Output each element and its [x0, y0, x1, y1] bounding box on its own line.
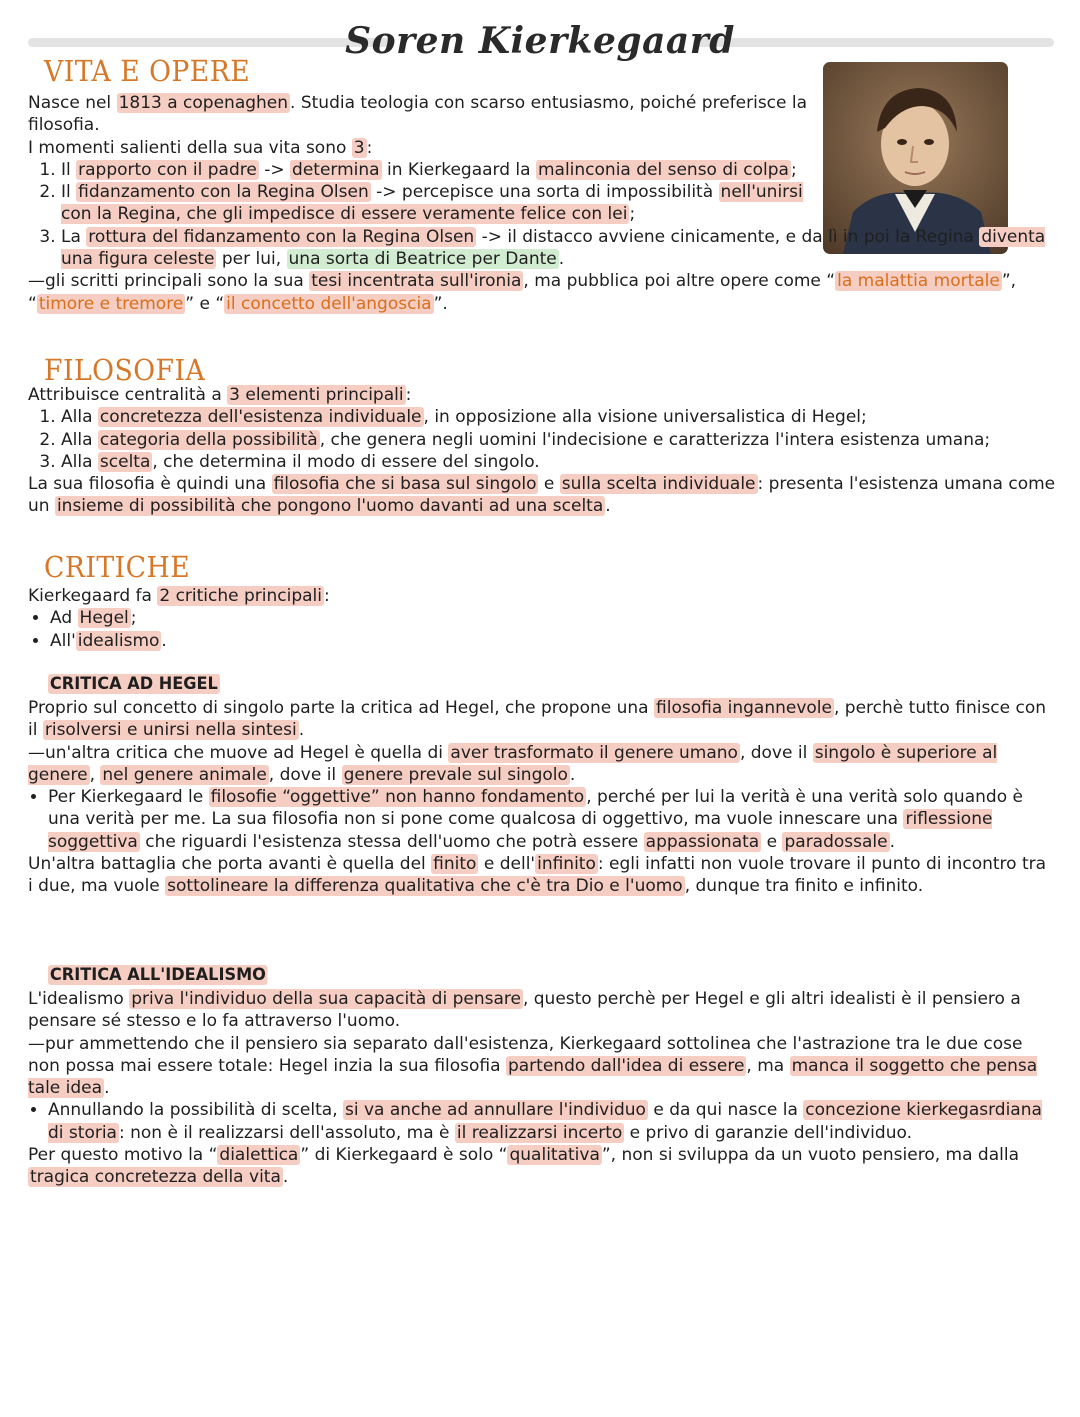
section-title-critiche: CRITICHE: [44, 550, 191, 584]
text: ;: [130, 608, 137, 629]
hegel-paragraph-3: [28, 853, 1056, 898]
text: ”.: [433, 293, 448, 314]
text: -> percepisce una sorta di impossibilità: [370, 182, 719, 203]
text: All': [50, 630, 76, 651]
text: , dove il: [739, 742, 813, 763]
section-title-vita: VITA E OPERE: [44, 54, 251, 88]
text: :: [366, 137, 373, 158]
list-item: [61, 226, 1056, 271]
text: La: [61, 226, 87, 247]
text: .: [282, 1167, 289, 1188]
highlight-orange: la malattia mortale: [837, 271, 1000, 292]
highlight: determina: [292, 159, 380, 180]
text: Annullando la possibilità di scelta,: [48, 1100, 344, 1121]
highlight: concezione kierkegasrdiana di storia: [48, 1100, 1042, 1143]
text: : presenta l'esistenza umana come un: [28, 474, 1056, 517]
highlight: manca il soggetto che pensa tale idea: [28, 1055, 1038, 1099]
text: , questo perchè per Hegel e gli altri idealisti è il pensiero a pensare sé stesso e lo fa attraverso l'uomo.: [28, 989, 1021, 1032]
vita-paragraph-1: [28, 92, 818, 137]
text: ”, “: [28, 271, 1017, 314]
text: L'idealismo: [28, 989, 130, 1009]
filosofia-block: [28, 384, 1056, 518]
text: Kierkegaard fa: [28, 586, 158, 606]
critiche-block: [28, 585, 1056, 652]
highlight: riflessione soggettiva: [48, 809, 993, 852]
text: , dunque tra finito e infinito.: [684, 876, 924, 897]
highlight: filosofia che si basa sul singolo: [273, 474, 537, 495]
highlight: finito: [433, 854, 477, 875]
highlight: si va anche ad annullare l'individuo: [345, 1100, 646, 1121]
highlight: dialettica: [219, 1145, 299, 1166]
text: La sua filosofia è quindi una: [28, 474, 272, 495]
highlight-green: una sorta di Beatrice per Dante: [288, 249, 557, 270]
highlight: priva l'individuo della sua capacità di pensare: [131, 989, 521, 1009]
highlight: tragica concretezza della vita: [30, 1167, 281, 1188]
hegel-paragraph-1: [28, 697, 1056, 742]
text: .: [569, 764, 576, 785]
text: Per questo motivo la “: [28, 1145, 218, 1166]
vita-block: [28, 92, 1056, 315]
highlight: appassionata: [645, 831, 760, 852]
text: , che determina il modo di essere del singolo.: [152, 451, 540, 472]
text: e da qui nasce la: [647, 1100, 804, 1121]
highlight: rottura del fidanzamento con la Regina Olsen: [88, 226, 475, 247]
subsection-title-idealismo: [48, 965, 268, 985]
text: , perchè tutto finisce con il: [28, 698, 1047, 741]
text: . Studia teologia con scarso entusiasmo, poiché preferisce la filosofia.: [28, 93, 808, 136]
text: ” e “: [185, 293, 225, 314]
text: —un'altra critica che muove ad Hegel è quella di: [28, 742, 449, 763]
text: , ma pubblica poi altre opere come “: [523, 271, 836, 292]
text: che riguardi l'esistenza stessa dell'uomo che potrà essere: [139, 831, 644, 852]
text: Alla: [61, 407, 98, 428]
highlight: Hegel: [79, 608, 129, 629]
text: Alla: [61, 451, 98, 472]
highlight: risolversi e unirsi nella sintesi: [44, 720, 297, 741]
text: —pur ammettendo che il pensiero sia separato dall'esistenza, Kierkegaard sottolinea che l'astrazione tra le due cose non possa mai essere totale: Hegel inzia la sua filosofia: [28, 1033, 1023, 1076]
critiche-list: [28, 607, 1056, 652]
highlight: fidanzamento con la Regina Olsen: [78, 182, 369, 203]
highlight: filosofia ingannevole: [656, 698, 832, 718]
highlight: singolo è superiore al genere: [28, 742, 998, 785]
highlight: diventa una figura celeste: [61, 226, 1046, 270]
highlight: sottolineare la differenza qualitativa che c'è tra Dio e l'uomo: [167, 876, 683, 897]
vita-list: [28, 159, 1046, 270]
list-item: [50, 630, 1056, 652]
text: :: [405, 385, 412, 405]
vita-paragraph-2: [28, 137, 1056, 159]
hegel-paragraph-2: [28, 742, 1056, 787]
highlight-orange: il concetto dell'angoscia: [226, 293, 432, 314]
text: e dell': [478, 854, 536, 875]
list-item: [61, 451, 1056, 473]
highlight: 3: [353, 137, 365, 158]
highlight: infinito: [537, 854, 596, 875]
list-item: [61, 159, 821, 181]
text: in Kierkegaard la: [381, 159, 536, 180]
highlight: partendo dall'idea di essere: [507, 1055, 745, 1076]
highlight: filosofie “oggettive” non hanno fondamento: [210, 787, 585, 808]
text: .: [605, 496, 611, 517]
filosofia-list: [28, 406, 1056, 473]
list-item: [61, 181, 821, 226]
text: , perché per lui la verità è una verità solo quando è una verità per me. La sua filosofia non si pone come qualcosa di oggettivo, ma vuole innescare una: [48, 787, 1023, 830]
idealismo-paragraph-1: [28, 988, 1056, 1033]
critiche-paragraph-1: [28, 585, 1056, 607]
highlight: aver trasformato il genere umano: [450, 742, 738, 763]
text: : non è il realizzarsi dell'assoluto, ma è: [118, 1122, 455, 1143]
highlight: CRITICA AD HEGEL: [49, 674, 218, 694]
text: .: [104, 1078, 110, 1099]
hegel-list: [28, 786, 1056, 853]
highlight: idealismo: [77, 630, 160, 651]
text: ->: [258, 159, 291, 180]
text: Il: [61, 182, 77, 203]
highlight: il realizzarsi incerto: [456, 1122, 623, 1143]
page-title: Soren Kierkegaard: [345, 20, 735, 62]
text: e: [538, 474, 560, 495]
text: Alla: [61, 429, 98, 450]
text: -> il distacco avviene cinicamente, e da lì in poi la Regina: [476, 226, 980, 247]
idealismo-paragraph-3: [28, 1144, 1056, 1189]
idealismo-paragraph-2: [28, 1033, 1056, 1100]
highlight: 1813 a copenaghen: [118, 93, 289, 113]
highlight-orange: timore e tremore: [38, 293, 184, 314]
hegel-block: [28, 697, 1056, 898]
highlight: insieme di possibilità che pongono l'uomo davanti ad una scelta: [56, 496, 604, 517]
highlight: tesi incentrata sull'ironia: [311, 271, 522, 292]
text: .: [558, 249, 565, 270]
highlight: rapporto con il padre: [78, 159, 257, 180]
text: ,: [89, 764, 101, 785]
text: .: [298, 720, 305, 741]
text: .: [161, 630, 167, 651]
section-title-filosofia: FILOSOFIA: [44, 353, 206, 387]
highlight: categoria della possibilità: [99, 429, 318, 450]
text: , in opposizione alla visione universalistica di Hegel;: [423, 407, 867, 428]
text: : egli infatti non vuole trovare il punto di incontro tra i due, ma vuole: [28, 854, 1047, 897]
text: Un'altra battaglia che porta avanti è quella del: [28, 854, 432, 875]
list-item: [61, 406, 1056, 428]
text: , dove il: [268, 764, 342, 785]
text: e: [761, 831, 783, 852]
highlight: nell'unirsi con la Regina, che gli impedisce di essere veramente felice con lei: [61, 182, 803, 225]
highlight: nel genere animale: [102, 764, 267, 785]
text: —gli scritti principali sono la sua: [28, 271, 310, 292]
text: :: [324, 586, 330, 606]
highlight: malinconia del senso di colpa: [537, 159, 789, 180]
text: per lui,: [216, 249, 287, 270]
list-item: [61, 429, 1056, 451]
text: Proprio sul concetto di singolo parte la critica ad Hegel, che propone una: [28, 698, 655, 718]
highlight: 3 elementi principali: [229, 385, 404, 405]
highlight: CRITICA ALL'IDEALISMO: [49, 965, 266, 985]
text: ;: [790, 159, 797, 180]
text: e privo di garanzie dell'individuo.: [624, 1122, 912, 1143]
text: Ad: [50, 608, 78, 629]
highlight: genere prevale sul singolo: [343, 764, 568, 785]
text: I momenti salienti della sua vita sono: [28, 137, 352, 158]
idealismo-block: [28, 988, 1056, 1189]
subsection-title-hegel: [48, 674, 220, 694]
list-item: [50, 607, 1056, 629]
text: ” di Kierkegaard è solo “: [300, 1145, 508, 1166]
highlight: scelta: [99, 451, 151, 472]
highlight: 2 critiche principali: [159, 586, 322, 606]
text: ;: [629, 204, 636, 225]
text: Il: [61, 159, 77, 180]
filosofia-paragraph-2: [28, 473, 1056, 518]
list-item: [48, 1099, 1056, 1144]
text: , ma: [746, 1055, 790, 1076]
text: , che genera negli uomini l'indecisione e caratterizza l'intera esistenza umana;: [319, 429, 991, 450]
vita-paragraph-3: [28, 270, 1056, 315]
list-item: [48, 786, 1056, 853]
text: Attribuisce centralità a: [28, 385, 228, 405]
highlight: paradossale: [784, 831, 888, 852]
highlight: qualitativa: [509, 1145, 600, 1166]
text: .: [889, 831, 896, 852]
text: Nasce nel: [28, 93, 117, 113]
filosofia-paragraph-1: [28, 384, 1056, 406]
idealismo-list: [28, 1099, 1056, 1144]
highlight: concretezza dell'esistenza individuale: [99, 407, 422, 428]
text: ”, non si sviluppa da un vuoto pensiero, ma dalla: [601, 1145, 1019, 1166]
text: Per Kierkegaard le: [48, 787, 209, 808]
highlight: sulla scelta individuale: [561, 474, 756, 495]
